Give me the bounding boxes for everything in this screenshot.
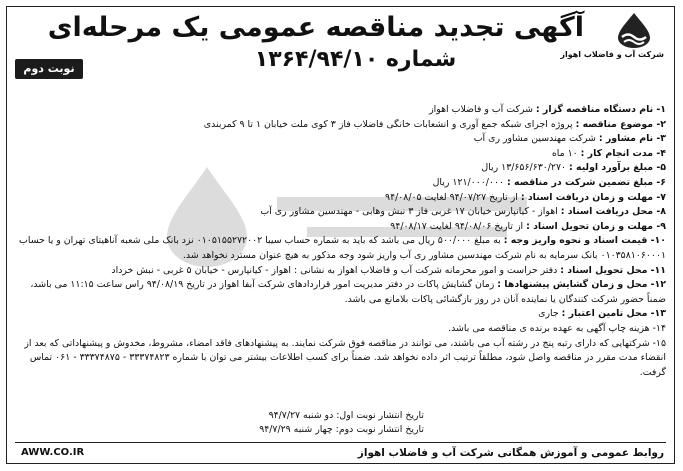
page-title: آگهی تجدید مناقصه عمومی یک مرحله‌ای bbox=[47, 12, 584, 43]
website-link[interactable]: AWW.CO.IR bbox=[21, 447, 85, 458]
divider bbox=[15, 442, 666, 443]
publish-dates bbox=[254, 409, 424, 437]
item-eligibility: ۱۵- شرکتهایی که دارای رتبه پنج در رشته آب می باشند، می توانند در مناقصه فوق شرکت نمایند. به پیشنهادهای فاقد امضاء، مشروط، مخدوش و پیشنهاداتی که بعد از انقضاء مدت مقرر در مناقصه واصل شود، مطلقاً ترتیب اثر داده نخواهد شد. ضمناً برای کسب اطلاعات بیشتر می توان با شماره ۳۳۳۷۴۸۲۳ - ۳۳۳۷۴۸۷۵ - ۰۶۱ تماس گرفت. bbox=[24, 337, 666, 378]
item-subject: ۲- موضوع مناقصه : پروژه اجرای شبکه جمع آوری و انشعابات خانگی فاضلاب فاز ۳ کوی ملت خیابان ۱ تا ۹ کمربندی bbox=[203, 118, 666, 130]
turn-badge: نوبت دوم bbox=[15, 59, 83, 79]
publisher-line: روابط عمومی و آموزش همگانی شرکت آب و فاضلاب اهواز bbox=[357, 447, 664, 459]
item-document-price: ۱۰- قیمت اسناد و نحوه واریز وجه : به مبلغ ۵۰۰/۰۰۰ ریال می باشد که باید به شماره حساب سیبا ۰۱۰۵۱۵۵۲۷۲۰۰۲ نزد بانک ملی شعبه آناهیتای تهران و یا حساب ۰۱۰۳۵۸۱۰۶۰۰۰۱ بانک سرمایه به نام شرکت مهندسین مشاور ری آب واریز شود وجه مذکور به هیچ عنوان مسترد نخواهد شد. bbox=[19, 235, 666, 261]
item-duration: ۴- مدت انجام کار : ۱۰ ماه bbox=[551, 147, 666, 159]
logo-caption: شرکت آب و فاضلاب اهواز bbox=[560, 50, 664, 59]
item-consultant: ۳- نام مشاور : شرکت مهندسین مشاور ری آب bbox=[473, 133, 666, 145]
item-guarantee: ۶- مبلغ تضمین شرکت در مناقصه : ۱۲۱/۰۰۰/۰۰۰ ریال bbox=[432, 176, 666, 188]
notice-items bbox=[15, 103, 666, 380]
item-receive-location: ۸- محل دریافت اسناد : اهواز - کیانپارس خیابان ۱۷ غربی فاز ۳ نبش وهابی - مهندسین مشاور ری آب bbox=[260, 206, 666, 218]
item-estimate: ۵- مبلغ برآورد اولیه : ۱۳/۶۵۶/۶۳۰/۲۷۰ ریال bbox=[481, 162, 666, 174]
company-logo bbox=[560, 11, 664, 59]
item-submit-location: ۱۱- محل تحویل اسناد : دفتر حراست و امور محرمانه شرکت آب و فاضلاب اهواز به نشانی : اهواز - کیانپارس - خیابان ۵ غربی - نبش خرداد bbox=[111, 264, 666, 276]
item-submit-deadline: ۹- مهلت و زمان تحویل اسناد : از تاریخ ۹۴/۰۸/۰۶ لغایت ۹۴/۰۸/۱۷ bbox=[390, 220, 666, 232]
tender-number: شماره ۱۳۶۴/۹۴/۱۰ bbox=[254, 47, 457, 72]
water-drop-logo-icon bbox=[612, 11, 656, 49]
first-publish-date: تاریخ انتشار نوبت اول: دو شنبه ۹۴/۷/۲۷ bbox=[268, 410, 424, 421]
item-tenderer: ۱- نام دستگاه مناقصه گزار : شرکت آب و فاضلاب اهواز bbox=[429, 104, 666, 115]
tender-notice bbox=[6, 6, 675, 464]
item-receive-deadline: ۷- مهلت و زمان دریافت اسناد : از تاریخ ۹۴/۰۷/۲۷ لغایت ۹۴/۰۸/۰۵ bbox=[385, 191, 666, 203]
item-opening: ۱۲- محل و زمان گشایش پیشنهادها : زمان گشایش پاکات در دفتر مدیریت امور قراردادهای شرکت آبفا اهواز در تاریخ ۹۴/۰۸/۱۹ راس ساعت ۱۱:۱۵ می باشد، ضمناً حضور شرکت کنندگان یا نماینده آنان در روز بازگشائی پاکات بلامانع می باشد. bbox=[30, 279, 666, 305]
item-funding: ۱۳- محل تامین اعتبار : جاری bbox=[538, 308, 666, 320]
second-publish-date: تاریخ انتشار نوبت دوم: چهار شنبه ۹۴/۷/۲۹ bbox=[259, 424, 424, 435]
item-ad-cost: ۱۴- هزینه چاپ آگهی به عهده برنده ی مناقصه می باشد. bbox=[448, 322, 666, 334]
